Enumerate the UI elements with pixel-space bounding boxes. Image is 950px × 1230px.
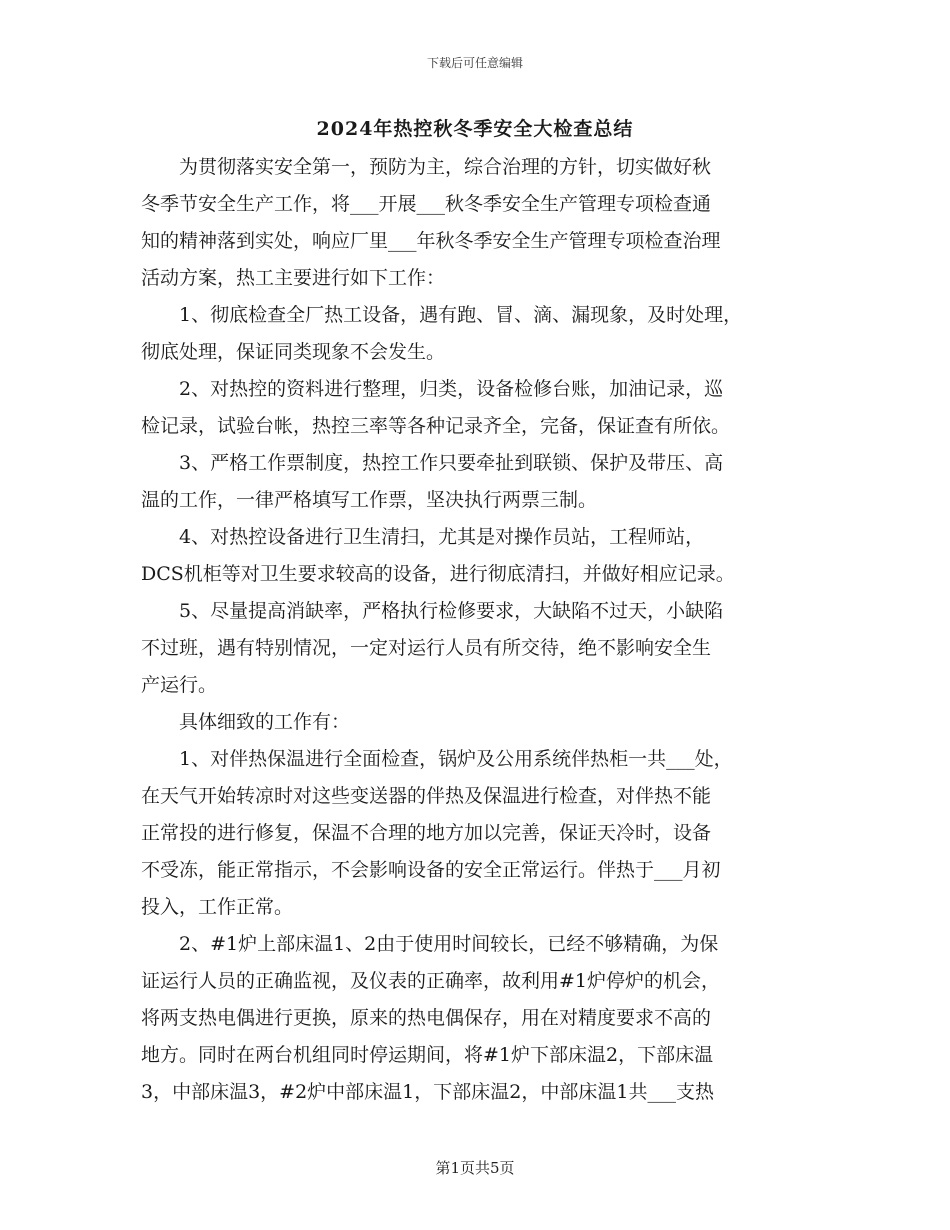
text-line: 2、对热控的资料进行整理，归类，设备检修台账，加油记录，巡 — [179, 378, 724, 400]
paragraph — [141, 593, 817, 704]
text-line: 不受冻，能正常指示，不会影响设备的安全正常运行。伴热于___月初 — [141, 859, 721, 881]
text-line: 证运行人员的正确监视，及仪表的正确率，故利用#1炉停炉的机会， — [141, 970, 721, 992]
paragraph — [141, 371, 817, 445]
paragraph — [141, 445, 817, 519]
text-line: 1、彻底检查全厂热工设备，遇有跑、冒、滴、漏现象，及时处理， — [179, 304, 743, 326]
paragraph — [141, 926, 817, 1111]
text-line: 冬季节安全生产工作，将___开展___秋冬季安全生产管理专项检查通 — [141, 193, 712, 215]
text-line: 正常投的进行修复，保温不合理的地方加以完善，保证天冷时，设备 — [141, 822, 712, 844]
text-line: 将两支热电偶进行更换，原来的热电偶保存，用在对精度要求不高的 — [141, 1007, 712, 1029]
text-line: 投入，工作正常。 — [141, 896, 294, 918]
text-line: 5、尽量提高消缺率，严格执行检修要求，大缺陷不过天，小缺陷 — [179, 600, 724, 622]
text-line: 为贯彻落实安全第一，预防为主，综合治理的方针，切实做好秋 — [179, 156, 712, 178]
text-line: 地方。同时在两台机组同时停运期间，将#1炉下部床温2，下部床温 — [141, 1044, 714, 1066]
text-line: 1、对伴热保温进行全面检查，锅炉及公用系统伴热柜一共___处， — [179, 748, 733, 770]
text-line: 温的工作，一律严格填写工作票，坚决执行两票三制。 — [141, 489, 598, 511]
section-heading — [141, 704, 817, 741]
text-line: 不过班，遇有特别情况，一定对运行人员有所交待，绝不影响安全生 — [141, 637, 712, 659]
paragraph — [141, 741, 817, 926]
paragraph — [141, 519, 817, 593]
text-line: 2、#1炉上部床温1、2由于使用时间较长，已经不够精确，为保 — [179, 933, 719, 955]
text-line: 产运行。 — [141, 674, 218, 696]
text-line: 4、对热控设备进行卫生清扫，尤其是对操作员站，工程师站， — [179, 526, 705, 548]
header-note: 下载后可任意编辑 — [426, 56, 523, 70]
document-title: 2024年热控秋冬季安全大检查总结 — [316, 118, 634, 140]
page-number: 第1页共5页 — [435, 1159, 515, 1177]
text-line: 活动方案，热工主要进行如下工作： — [141, 267, 446, 289]
text-line: 检记录，试验台帐，热控三率等各种记录齐全，完备，保证查有所依。 — [141, 415, 731, 437]
text-line: 知的精神落到实处，响应厂里___年秋冬季安全生产管理专项检查治理 — [141, 230, 721, 252]
paragraph — [141, 297, 817, 371]
text-line: 3，中部床温3，#2炉中部床温1，下部床温2，中部床温1共___支热 — [141, 1081, 714, 1103]
text-line: 彻底处理，保证同类现象不会发生。 — [141, 341, 446, 363]
text-line: 在天气开始转凉时对这些变送器的伴热及保温进行检查，对伴热不能 — [141, 785, 712, 807]
document-body — [141, 149, 817, 1111]
text-line: 具体细致的工作有： — [179, 711, 351, 733]
text-line: DCS机柜等对卫生要求较高的设备，进行彻底清扫，并做好相应记录。 — [141, 563, 735, 585]
text-line: 3、严格工作票制度，热控工作只要牵扯到联锁、保护及带压、高 — [179, 452, 724, 474]
paragraph — [141, 149, 817, 297]
